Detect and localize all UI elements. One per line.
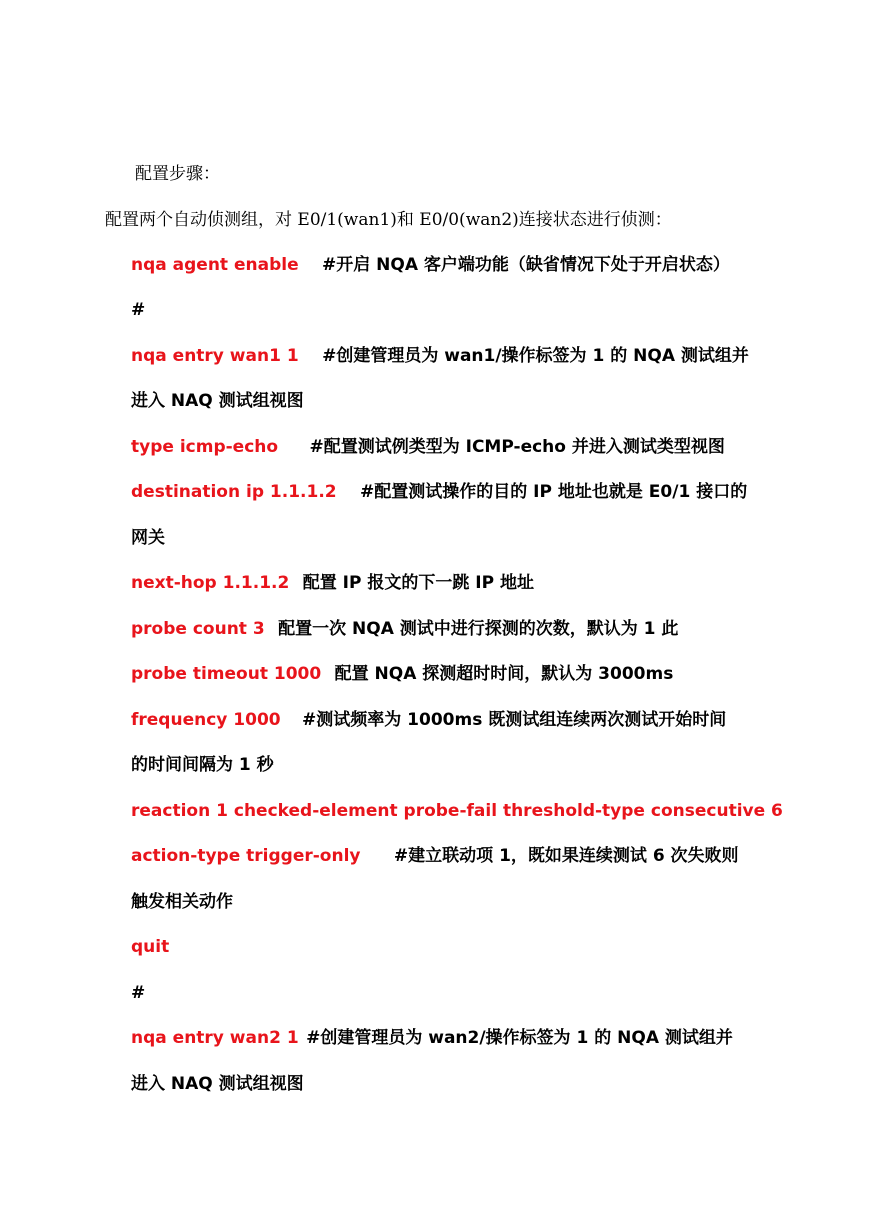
line-probe-count <box>131 618 678 640</box>
line-destination-ip <box>131 481 747 503</box>
comment-continuation: 进入 NAQ 测试组视图 <box>131 1074 304 1094</box>
comment-text: #建立联动项 1，既如果连续测试 6 次失败则 <box>393 846 739 866</box>
command-text: action-type trigger-only <box>131 846 361 866</box>
command-text: type icmp-echo <box>131 437 279 457</box>
command-text: frequency 1000 <box>131 710 281 730</box>
line-quit: quit <box>131 937 170 957</box>
command-text: nqa entry wan2 1 <box>131 1028 299 1048</box>
line-frequency <box>131 709 726 731</box>
section-heading: 配置步骤： <box>135 164 220 184</box>
command-text: next-hop 1.1.1.2 <box>131 573 290 593</box>
command-text: nqa agent enable <box>131 255 299 275</box>
comment-text: #创建管理员为 wan1/操作标签为 1 的 NQA 测试组并 <box>322 346 749 366</box>
command-text: nqa entry wan1 1 <box>131 346 299 366</box>
comment-continuation: 网关 <box>131 528 165 548</box>
comment-text: 配置 NQA 探测超时时间，默认为 3000ms <box>334 664 674 684</box>
line-action-type <box>131 845 739 867</box>
line-nqa-agent <box>131 254 730 276</box>
intro-paragraph: 配置两个自动侦测组，对 E0/1(wan1)和 E0/0(wan2)连接状态进行侦测： <box>105 210 672 230</box>
command-text: probe timeout 1000 <box>131 664 322 684</box>
line-probe-timeout <box>131 663 673 685</box>
comment-text: #创建管理员为 wan2/操作标签为 1 的 NQA 测试组并 <box>306 1028 733 1048</box>
comment-text: 配置一次 NQA 测试中进行探测的次数，默认为 1 此 <box>278 619 679 639</box>
command-text: destination ip 1.1.1.2 <box>131 482 337 502</box>
line-next-hop <box>131 572 534 594</box>
command-text: probe count 3 <box>131 619 265 639</box>
comment-text: #测试频率为 1000ms 既测试组连续两次测试开始时间 <box>302 710 727 730</box>
separator-hash: # <box>131 300 146 320</box>
separator-hash: # <box>131 983 146 1003</box>
comment-continuation: 进入 NAQ 测试组视图 <box>131 391 304 411</box>
line-reaction: reaction 1 checked-element probe-fail threshold-type consecutive 6 <box>131 801 783 821</box>
comment-text: #配置测试操作的目的 IP 地址也就是 E0/1 接口的 <box>360 482 748 502</box>
line-nqa-entry-wan2 <box>131 1027 733 1049</box>
line-nqa-entry-wan1 <box>131 345 749 367</box>
comment-text: #开启 NQA 客户端功能（缺省情况下处于开启状态） <box>322 255 730 275</box>
comment-continuation: 触发相关动作 <box>131 892 233 912</box>
line-type-icmp <box>131 436 725 458</box>
comment-continuation: 的时间间隔为 1 秒 <box>131 755 274 775</box>
comment-text: 配置 IP 报文的下一跳 IP 地址 <box>302 573 534 593</box>
comment-text: #配置测试例类型为 ICMP-echo 并进入测试类型视图 <box>309 437 725 457</box>
